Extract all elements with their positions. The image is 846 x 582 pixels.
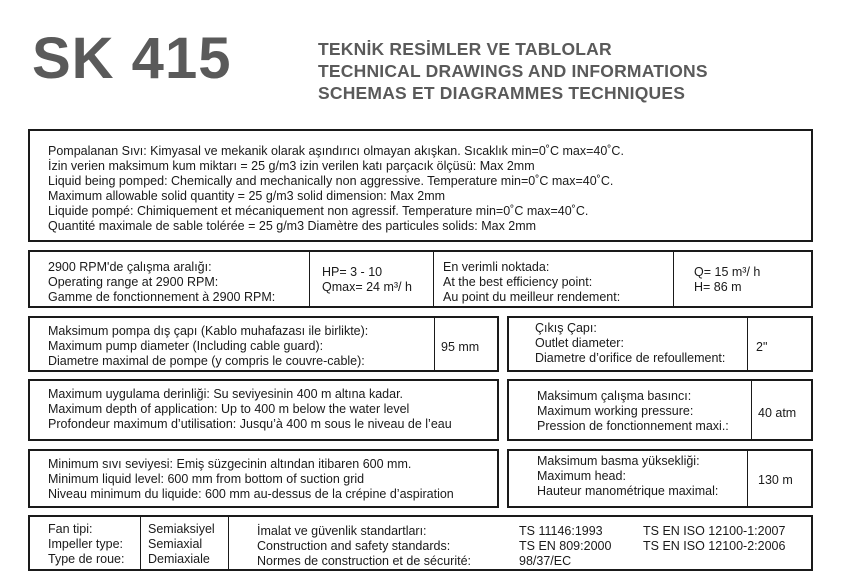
efficiency-label-tr: En verimli noktada: (443, 260, 550, 274)
pressure-label-fr: Pression de fonctionnement maxi.: (537, 419, 729, 433)
pressure-label-en: Maximum working pressure: (537, 404, 694, 418)
model-title: SK 415 (32, 26, 232, 91)
diameter-label-en: Maximum pump diameter (Including cable guard): (48, 339, 324, 353)
divider (673, 252, 674, 306)
impeller-label-fr: Type de roue: (48, 552, 125, 566)
outlet-label-fr: Diametre d’orifice de refoullement: (535, 351, 726, 365)
diameter-label-tr: Maksimum pompa dış çapı (Kablo muhafazası ile birlikte): (48, 324, 369, 338)
max-depth-box (28, 379, 499, 441)
divider (434, 318, 435, 370)
liquid-line-en-2: Maximum allowable solid quantity = 25 g/m3 solid dimension: Max 2mm (48, 189, 446, 203)
standard-4: TS EN ISO 12100-1:2007 (643, 524, 786, 538)
outlet-value: 2" (756, 340, 768, 354)
q-value: Q= 15 m³/ h (694, 265, 761, 279)
efficiency-label-en: At the best efficiency point: (443, 275, 593, 289)
head-label-en: Maximum head: (537, 469, 626, 483)
liquid-line-fr-1: Liquide pompé: Chimiquement et mécaniquement non agressif. Temperature min=0˚C max=40˚C. (48, 204, 589, 218)
level-label-fr: Niveau minimum du liquide: 600 mm au-dessus de la crépine d’aspiration (48, 487, 454, 501)
range-label-tr: 2900 RPM'de çalışma aralığı: (48, 260, 212, 274)
standard-1: TS 11146:1993 (519, 524, 603, 538)
head-label-fr: Hauteur manométrique maximal: (537, 484, 719, 498)
operating-range-box (28, 250, 813, 308)
liquid-line-tr-1: Pompalanan Sıvı: Kimyasal ve mekanik olarak aşındırıcı olmayan akışkan. Sıcaklık min=0˚C max=40˚C. (48, 144, 624, 158)
max-head-box (507, 449, 813, 508)
pressure-label-tr: Maksimum çalışma basıncı: (537, 389, 692, 403)
impeller-label-en: Impeller type: (48, 537, 124, 551)
diameter-label-fr: Diametre maximal de pompe (y compris le couvre-cable): (48, 354, 365, 368)
range-label-fr: Gamme de fonctionnement à 2900 RPM: (48, 290, 276, 304)
title-turkish: TEKNİK RESİMLER VE TABLOLAR (318, 39, 612, 59)
head-label-tr: Maksimum basma yüksekliği: (537, 454, 700, 468)
impeller-label-tr: Fan tipi: (48, 522, 93, 536)
impeller-value-en: Semiaxial (148, 537, 203, 551)
title-french: SCHEMAS ET DIAGRAMMES TECHNIQUES (318, 83, 686, 103)
diameter-value: 95 mm (441, 340, 480, 354)
outlet-label-tr: Çıkış Çapı: (535, 321, 597, 335)
divider (140, 517, 141, 569)
depth-label-en: Maximum depth of application: Up to 400 m below the water level (48, 402, 410, 416)
standards-label-en: Construction and safety standards: (257, 539, 451, 553)
depth-label-fr: Profondeur maximum d’utilisation: Jusqu’à 400 m sous le niveau de l’eau (48, 417, 452, 431)
h-value: H= 86 m (694, 280, 742, 294)
divider (433, 252, 434, 306)
head-value: 130 m (758, 473, 793, 487)
divider (751, 381, 752, 439)
liquid-line-tr-2: İzin verien maksimum kum miktarı = 25 g/m3 izin verilen katı parçacık ölçüsü: Max 2mm (48, 159, 535, 173)
divider (747, 318, 748, 370)
hp-value: HP= 3 - 10 (322, 265, 383, 279)
standard-3: 98/37/EC (519, 554, 572, 568)
standard-5: TS EN ISO 12100-2:2006 (643, 539, 786, 553)
liquid-line-fr-2: Quantité maximale de sable tolérée = 25 g/m3 Diamètre des particules solids: Max 2mm (48, 219, 537, 233)
impeller-value-tr: Semiaksiyel (148, 522, 215, 536)
liquid-info-box (28, 129, 813, 242)
depth-label-tr: Maximum uygulama derinliği: Su seviyesinin 400 m altına kadar. (48, 387, 404, 401)
level-label-tr: Minimum sıvı seviyesi: Emiş süzgecinin altından itibaren 600 mm. (48, 457, 412, 471)
standard-2: TS EN 809:2000 (519, 539, 612, 553)
liquid-line-en-1: Liquid being pomped: Chemically and mechanically non aggressive. Temperature min=0˚C max=40˚C. (48, 174, 614, 188)
standards-label-tr: İmalat ve güvenlik standartları: (257, 524, 427, 538)
divider (309, 252, 310, 306)
pump-diameter-box (28, 316, 499, 372)
efficiency-label-fr: Au point du meilleur rendement: (443, 290, 621, 304)
level-label-en: Minimum liquid level: 600 mm from bottom of suction grid (48, 472, 365, 486)
outlet-diameter-box (507, 316, 813, 372)
min-level-box (28, 449, 499, 508)
impeller-value-fr: Demiaxiale (148, 552, 210, 566)
divider (228, 517, 229, 569)
pressure-value: 40 atm (758, 406, 797, 420)
title-english: TECHNICAL DRAWINGS AND INFORMATIONS (318, 61, 708, 81)
outlet-label-en: Outlet diameter: (535, 336, 624, 350)
header-titles (318, 38, 708, 104)
impeller-standards-box (28, 515, 813, 571)
divider (747, 451, 748, 506)
range-label-en: Operating range at 2900 RPM: (48, 275, 219, 289)
working-pressure-box (507, 379, 813, 441)
standards-label-fr: Normes de construction et de sécurité: (257, 554, 471, 568)
qmax-value: Qmax= 24 m³/ h (322, 280, 412, 294)
